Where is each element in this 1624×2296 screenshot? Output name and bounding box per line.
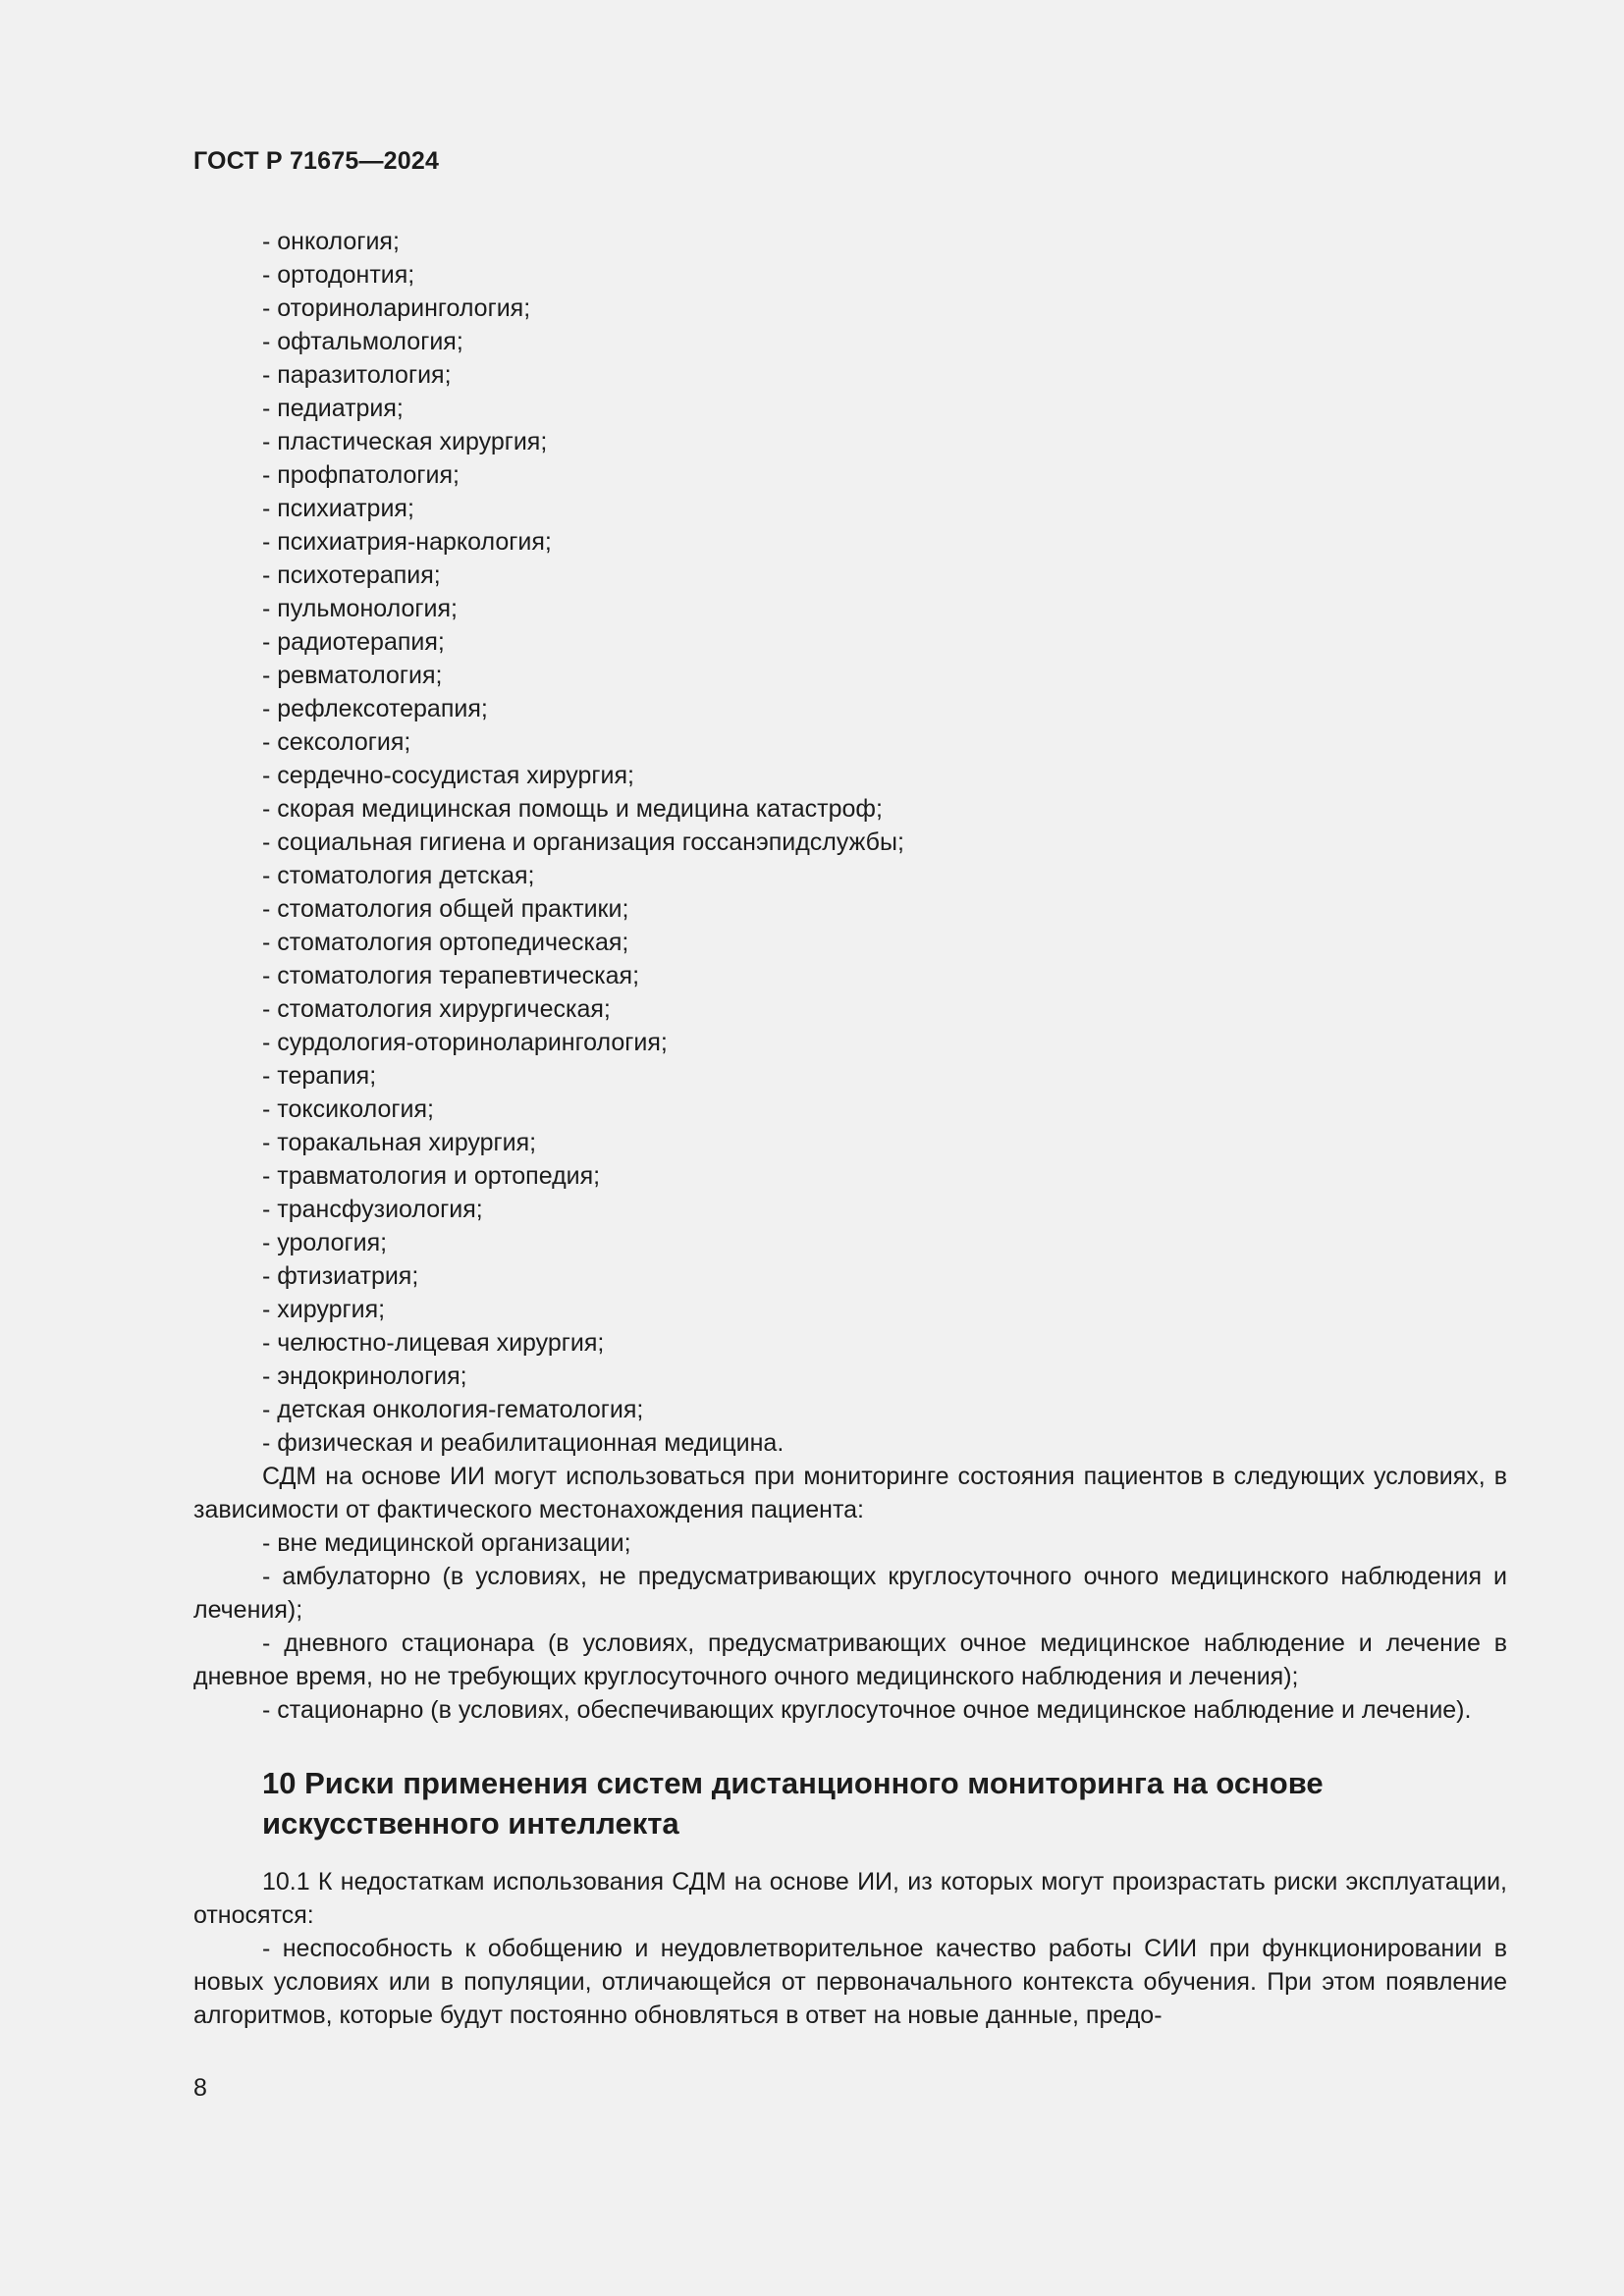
monitoring-item: - дневного стационара (в условиях, предусматривающих очное медицинское наблюдение и лечение в дневное время, но не требующих круглосуточного очного медицинского наблюдения и лечения); bbox=[193, 1629, 1507, 1690]
specialty-list-item: - стоматология хирургическая; bbox=[262, 995, 611, 1023]
specialty-list-item: - эндокринология; bbox=[262, 1362, 467, 1390]
specialty-list-item: - педиатрия; bbox=[262, 395, 404, 422]
specialty-list-item: - торакальная хирургия; bbox=[262, 1129, 537, 1156]
specialty-list-item: - травматология и ортопедия; bbox=[262, 1162, 601, 1190]
section-10-1-paragraph: 10.1 К недостаткам использования СДМ на основе ИИ, из которых могут произрастать риски эксплуатации, относятся: bbox=[193, 1868, 1507, 1929]
specialty-list-item: - ортодонтия; bbox=[262, 261, 415, 289]
page-number: 8 bbox=[193, 2074, 207, 2102]
document-id-header: ГОСТ Р 71675—2024 bbox=[193, 147, 440, 175]
specialty-list-item: - физическая и реабилитационная медицина. bbox=[262, 1429, 785, 1457]
specialty-list-item: - пульмонология; bbox=[262, 595, 458, 622]
specialty-list-item: - стоматология детская; bbox=[262, 862, 535, 889]
specialty-list-item: - скорая медицинская помощь и медицина катастроф; bbox=[262, 795, 883, 823]
specialty-list-item: - урология; bbox=[262, 1229, 388, 1256]
specialty-list-item: - детская онкология-гематология; bbox=[262, 1396, 644, 1423]
specialty-list-item: - психиатрия-наркология; bbox=[262, 528, 552, 556]
specialty-list bbox=[193, 225, 1507, 1460]
specialty-list-item: - сердечно-сосудистая хирургия; bbox=[262, 762, 634, 789]
specialty-list-item: - социальная гигиена и организация госсанэпидслужбы; bbox=[262, 828, 904, 856]
specialty-list-item: - хирургия; bbox=[262, 1296, 386, 1323]
specialty-list-item: - онкология; bbox=[262, 228, 400, 255]
section-10-1-item: - неспособность к обобщению и неудовлетворительное качество работы СИИ при функционировании в новых условиях или в популяции, отличающейся от первоначального контекста обучения. При этом появление алгоритмов, которые будут постоянно обновляться в ответ на новые данные, предо- bbox=[193, 1935, 1507, 2029]
specialty-list-item: - сурдология-оториноларингология; bbox=[262, 1029, 668, 1056]
section-10-heading: 10 Риски применения систем дистанционного мониторинга на основе искусственного интеллекта bbox=[262, 1766, 1324, 1841]
page-content bbox=[193, 225, 1507, 2032]
specialty-list-item: - радиотерапия; bbox=[262, 628, 445, 656]
specialty-list-item: - паразитология; bbox=[262, 361, 452, 389]
specialty-list-item: - терапия; bbox=[262, 1062, 377, 1090]
specialty-list-item: - фтизиатрия; bbox=[262, 1262, 419, 1290]
specialty-list-item: - сексология; bbox=[262, 728, 411, 756]
specialty-list-item: - психиатрия; bbox=[262, 495, 414, 522]
specialty-list-item: - стоматология общей практики; bbox=[262, 895, 629, 923]
monitoring-item: - амбулаторно (в условиях, не предусматривающих круглосуточного очного медицинского наблюдения и лечения); bbox=[193, 1563, 1507, 1624]
specialty-list-item: - пластическая хирургия; bbox=[262, 428, 548, 455]
specialty-list-item: - офтальмология; bbox=[262, 328, 463, 355]
specialty-list-item: - оториноларингология; bbox=[262, 294, 531, 322]
specialty-list-item: - ревматология; bbox=[262, 662, 443, 689]
specialty-list-item: - рефлексотерапия; bbox=[262, 695, 488, 722]
specialty-list-item: - психотерапия; bbox=[262, 561, 441, 589]
specialty-list-item: - челюстно-лицевая хирургия; bbox=[262, 1329, 605, 1357]
monitoring-intro-paragraph: СДМ на основе ИИ могут использоваться при мониторинге состояния пациентов в следующих условиях, в зависимости от фактического местонахождения пациента: bbox=[193, 1463, 1507, 1523]
specialty-list-item: - токсикология; bbox=[262, 1095, 434, 1123]
specialty-list-item: - трансфузиология; bbox=[262, 1196, 483, 1223]
specialty-list-item: - профпатология; bbox=[262, 461, 460, 489]
specialty-list-item: - стоматология терапевтическая; bbox=[262, 962, 640, 989]
monitoring-item: - стационарно (в условиях, обеспечивающих круглосуточное очное медицинское наблюдение и лечение). bbox=[262, 1696, 1472, 1724]
monitoring-item: - вне медицинской организации; bbox=[262, 1529, 631, 1557]
specialty-list-item: - стоматология ортопедическая; bbox=[262, 929, 629, 956]
